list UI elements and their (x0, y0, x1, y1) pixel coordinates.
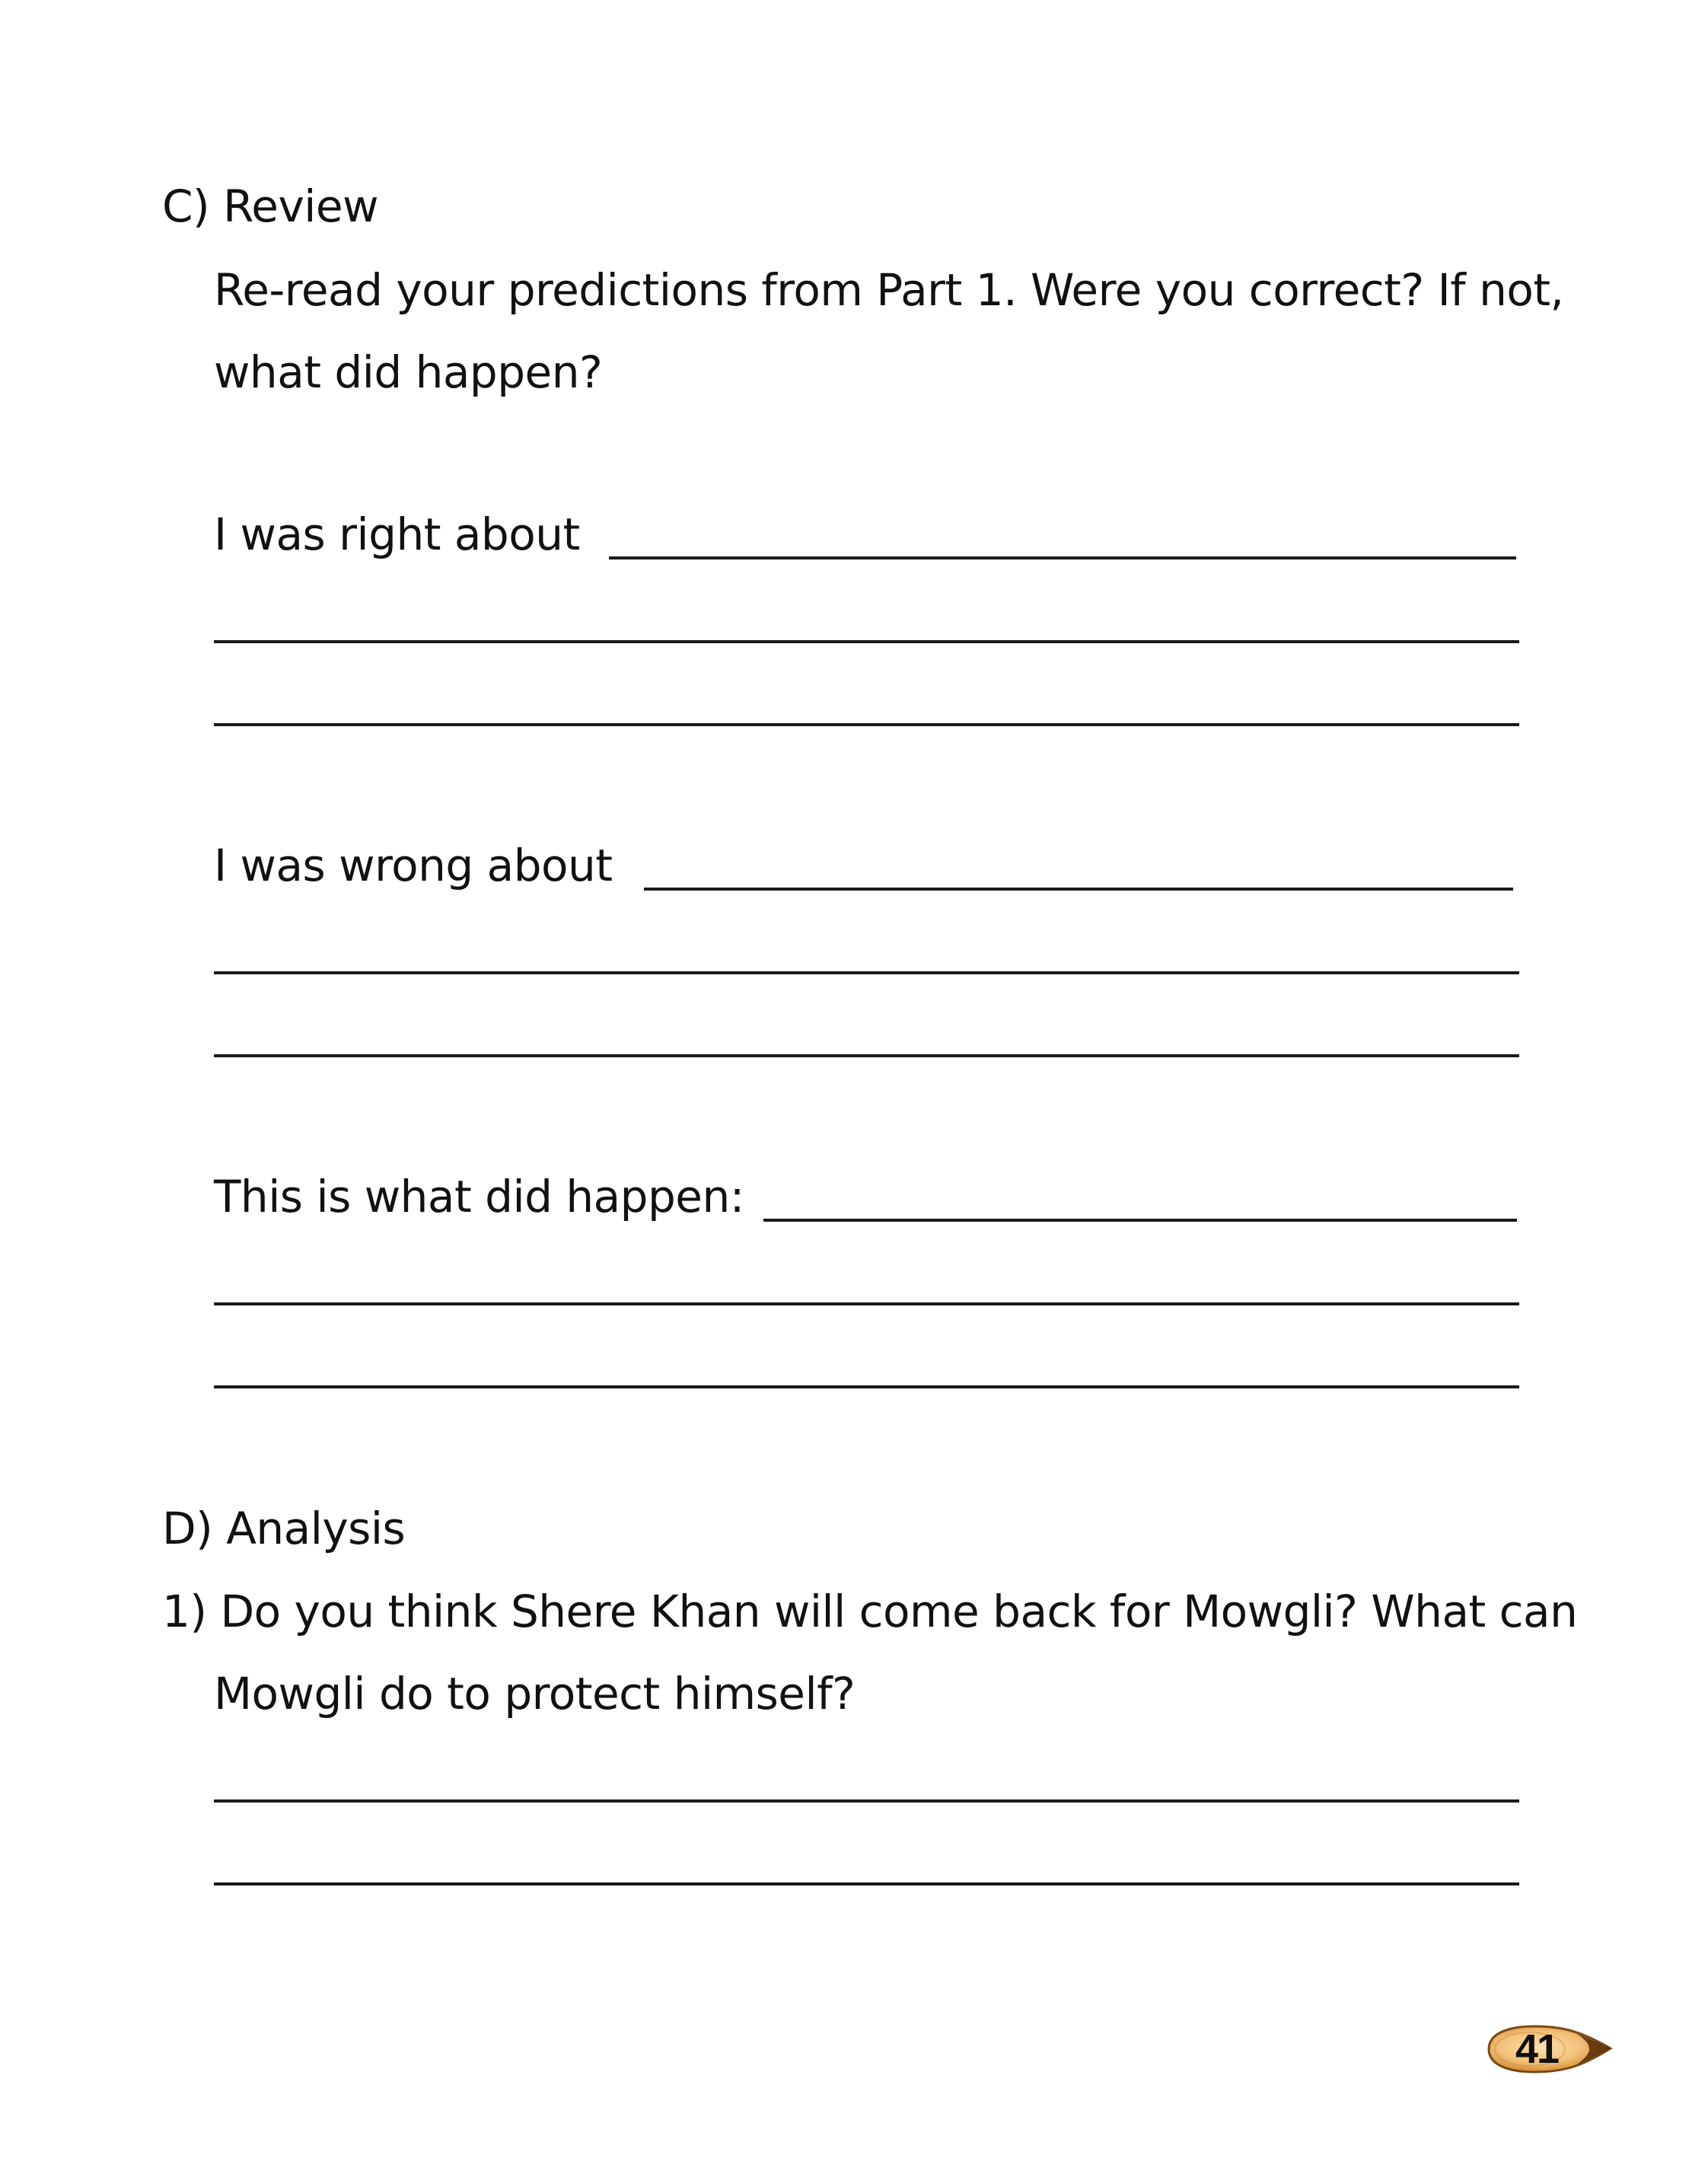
page-number: 41 (1515, 2026, 1559, 2072)
analysis-question1-line2: Mowgli do to protect himself? (214, 1668, 856, 1720)
review-instruction-line1: Re-read your predictions from Part 1. Were you correct? If not, (214, 264, 1564, 316)
what-happened-label: This is what did happen: (214, 1171, 744, 1222)
review-instruction-line2: what did happen? (214, 346, 603, 398)
what-happened-answer-line-3[interactable] (214, 1385, 1519, 1388)
what-happened-answer-line-2[interactable] (214, 1302, 1519, 1305)
review-heading: C) Review (162, 180, 378, 232)
wrong-about-label: I was wrong about (214, 840, 613, 891)
wrong-about-answer-line-2[interactable] (214, 971, 1519, 974)
analysis-answer-line-1[interactable] (214, 1799, 1519, 1803)
wrong-about-answer-line-1[interactable] (644, 888, 1513, 891)
right-about-answer-line-1[interactable] (609, 556, 1516, 559)
analysis-heading: D) Analysis (162, 1503, 406, 1554)
what-happened-answer-line-1[interactable] (763, 1219, 1517, 1222)
wrong-about-answer-line-3[interactable] (214, 1054, 1519, 1057)
right-about-label: I was right about (214, 508, 580, 560)
right-about-answer-line-2[interactable] (214, 640, 1519, 643)
analysis-answer-line-2[interactable] (214, 1882, 1519, 1885)
right-about-answer-line-3[interactable] (214, 723, 1519, 726)
analysis-question1-line1: 1) Do you think Shere Khan will come back for Mowgli? What can (162, 1586, 1578, 1637)
